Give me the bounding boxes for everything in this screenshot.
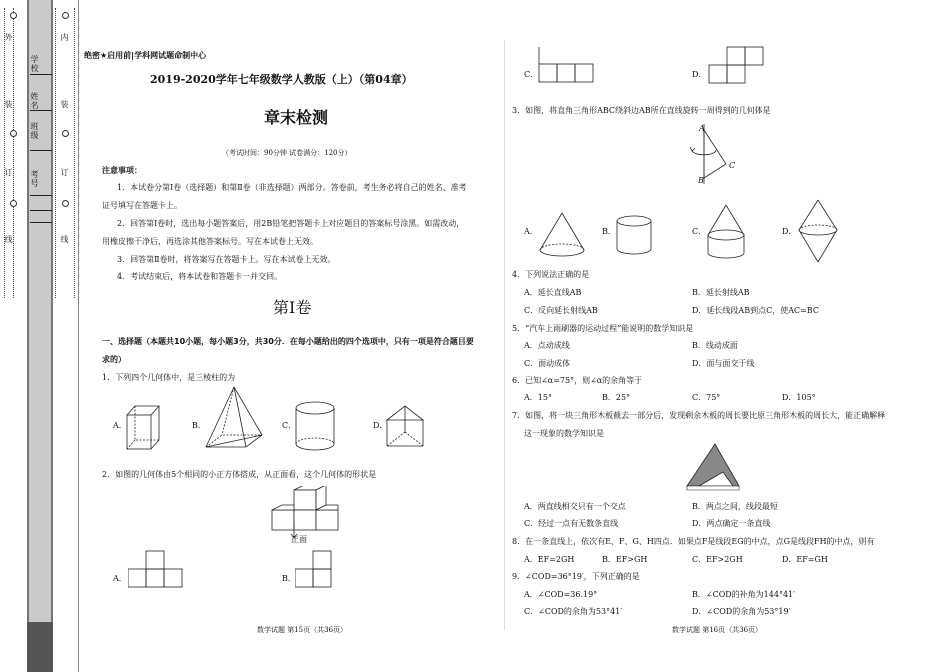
section-heading: 第Ⅰ卷	[273, 298, 312, 317]
q5-option-a: A．点动成线	[524, 341, 570, 350]
margin-label-zhuang-inner: 装	[60, 100, 69, 109]
q2-fig-b	[295, 550, 335, 588]
q5-option-c: C．面动成体	[524, 359, 571, 368]
margin-circle	[10, 12, 17, 19]
margin-label-ding-inner: 订	[60, 168, 69, 177]
q3-fig-double-cone	[796, 198, 842, 266]
field-line	[30, 222, 52, 223]
q4-option-a: A．延长直线AB	[524, 288, 582, 297]
q8-option-c: C．EF>2GH	[692, 555, 743, 564]
q7-option-a: A．两直线相交只有一个交点	[524, 502, 626, 511]
q9-option-a: A．∠COD=36.19°	[524, 590, 598, 599]
field-examno-line[interactable]	[30, 195, 52, 196]
q9-option-d: D．∠COD的余角为53°19′	[692, 607, 791, 616]
q8-option-a: A．EF=2GH	[524, 555, 575, 564]
q2-option-d: D．	[692, 70, 707, 79]
q2-front-label: 正面	[291, 535, 307, 544]
page-footer-right: 数学试题 第16页（共36页）	[672, 626, 763, 634]
q3-fig-cone	[537, 210, 587, 260]
q2-fig-a	[128, 550, 184, 588]
notice-line: 用橡皮擦干净后，再选涂其他答案标号。写在本试卷上无效。	[102, 237, 318, 246]
question-6: 6．已知∠α=75°，则∠α的余角等于	[512, 376, 643, 385]
part-title-cont: 求的）	[102, 355, 126, 364]
margin-label-zhuang: 装	[4, 100, 13, 109]
field-school-line[interactable]	[30, 74, 52, 75]
q4-option-d: D．延长线段AB到点C，使AC=BC	[692, 306, 819, 315]
inner-dotted-line-2	[74, 8, 75, 298]
q6-option-c: C．75°	[692, 393, 721, 402]
margin-circle	[62, 12, 69, 19]
question-3: 3．如图，将直角三角形ABC绕斜边AB所在直线旋转一周得到的几何体是	[512, 106, 771, 115]
q2-fig-d	[707, 46, 765, 84]
question-7: 7．如图，将一块三角形木板截去一部分后，发现剩余木板的周长要比原三角形木板的周长大，能正确解释	[512, 411, 886, 420]
q3-label-c: C	[729, 161, 736, 170]
page-footer-left: 数学试题 第15页（共36页）	[257, 626, 348, 634]
question-5: 5．“汽车上雨刷器的运动过程”能说明的数学知识是	[512, 324, 694, 333]
q9-option-c: C．∠COD的余角为53°41′	[524, 607, 623, 616]
q3-label-a: A	[699, 124, 705, 133]
inner-dotted-line	[55, 8, 56, 298]
q1-fig-cuboid	[125, 403, 161, 451]
field-name-line[interactable]	[30, 110, 52, 111]
q1-option-a: A．	[113, 421, 127, 430]
q3-option-d: D．	[782, 227, 797, 236]
q7-fig-board	[685, 442, 743, 492]
q2-option-a: A．	[113, 574, 127, 583]
question-8: 8．在一条直线上，依次有E、F、G、H四点．如果点F是线段EG的中点，点G是线段FH的中点，则有	[512, 537, 875, 546]
q2-fig-c	[537, 46, 595, 84]
q5-option-d: D．面与面交于线	[692, 359, 755, 368]
q3-option-c: C．	[692, 227, 707, 236]
margin-dark-foot	[27, 622, 53, 672]
q7-option-b: B．两点之间，线段最短	[692, 502, 778, 511]
question-9: 9．∠COD=36°19′，下列正确的是	[512, 572, 640, 581]
notice-line: 3．回答第Ⅱ卷时，将答案写在答题卡上。写在本试卷上无效。	[117, 255, 336, 264]
field-class-label: 班级	[30, 122, 39, 140]
margin-label-nei: 内	[60, 33, 69, 42]
q4-option-b: B．延长射线AB	[692, 288, 750, 297]
page-edge	[78, 0, 79, 672]
notice-title: 注意事项：	[102, 166, 142, 175]
q1-option-b: B．	[192, 421, 206, 430]
q6-option-a: A．15°	[524, 393, 552, 402]
q1-option-d: D．	[373, 421, 388, 430]
notice-line: 2．回答第Ⅰ卷时，选出每小题答案后，用2B铅笔把答题卡上对应题目的答案标号涂黑。如需改动，	[117, 219, 465, 228]
q3-option-b: B．	[602, 227, 616, 236]
margin-circle	[10, 130, 17, 137]
field-line	[30, 210, 52, 211]
q3-fig-triangle	[684, 120, 740, 190]
outer-dotted-line	[4, 8, 5, 298]
outer-dotted-line-2	[13, 8, 14, 298]
column-divider	[504, 40, 505, 630]
field-name-label: 姓名	[30, 92, 39, 110]
q6-option-b: B．25°	[602, 393, 631, 402]
exam-title: 2019-2020学年七年级数学人教版（上）（第04章）	[150, 73, 413, 86]
question-1: 1．下列四个几何体中，是三棱柱的为	[102, 373, 236, 382]
margin-circle	[62, 130, 69, 137]
q4-option-c: C．反向延长射线AB	[524, 306, 598, 315]
q8-option-d: D．EF=GH	[782, 555, 828, 564]
q2-option-b: B．	[282, 574, 296, 583]
q6-option-d: D．105°	[782, 393, 816, 402]
notice-line: 1．本试卷分第Ⅰ卷（选择题）和第Ⅱ卷（非选择题）两部分。答卷前，考生务必将自己的姓名、准考	[117, 183, 467, 192]
part-title: 一、选择题（本题共10小题，每小题3分，共30分．在每小题给出的四个选项中，只有一项是符合题目要	[102, 337, 474, 346]
q1-option-c: C．	[282, 421, 297, 430]
q1-fig-pyramid	[204, 385, 266, 451]
q8-option-b: B．EF>GH	[602, 555, 648, 564]
q5-option-b: B．线动成面	[692, 341, 738, 350]
q1-fig-prism	[385, 404, 429, 450]
q1-fig-cylinder	[294, 400, 338, 452]
margin-circle	[62, 200, 69, 207]
q2-option-c: C．	[524, 70, 539, 79]
notice-line: 4．考试结束后，将本试卷和答题卡一并交回。	[117, 272, 283, 281]
q3-option-a: A．	[524, 227, 538, 236]
field-class-line[interactable]	[30, 150, 52, 151]
margin-label-xian-inner: 线	[60, 235, 69, 244]
q3-fig-cone-cylinder	[704, 203, 750, 261]
q7-option-c: C．经过一点有无数条直线	[524, 519, 619, 528]
field-examno-label: 考号	[30, 170, 39, 188]
question-2: 2．如图的几何体由5个相同的小正方体搭成，从正面看，这个几何体的形状是	[102, 470, 377, 479]
secret-mark: 绝密★启用前|学科网试题命制中心	[84, 51, 207, 60]
exam-subtitle: 章末检测	[264, 108, 329, 127]
q7-option-d: D．两点确定一条直线	[692, 519, 771, 528]
margin-label-xian: 线	[4, 235, 13, 244]
margin-label-wai: 外	[4, 33, 13, 42]
field-school-label: 学校	[30, 55, 39, 73]
question-4: 4．下列说法正确的是	[512, 270, 590, 279]
q2-fig-cubes	[268, 486, 340, 542]
notice-line: 证号填写在答题卡上。	[102, 201, 182, 210]
q3-label-b: B	[698, 176, 704, 185]
q3-fig-cylinder	[615, 215, 655, 257]
q9-option-b: B．∠COD的补角为144°41′	[692, 590, 795, 599]
margin-label-ding: 订	[4, 168, 13, 177]
question-7-cont: 这一现象的数学知识是	[524, 429, 604, 438]
margin-circle	[10, 200, 17, 207]
exam-info: （考试时间：90分钟 试卷满分：120分）	[222, 149, 352, 157]
